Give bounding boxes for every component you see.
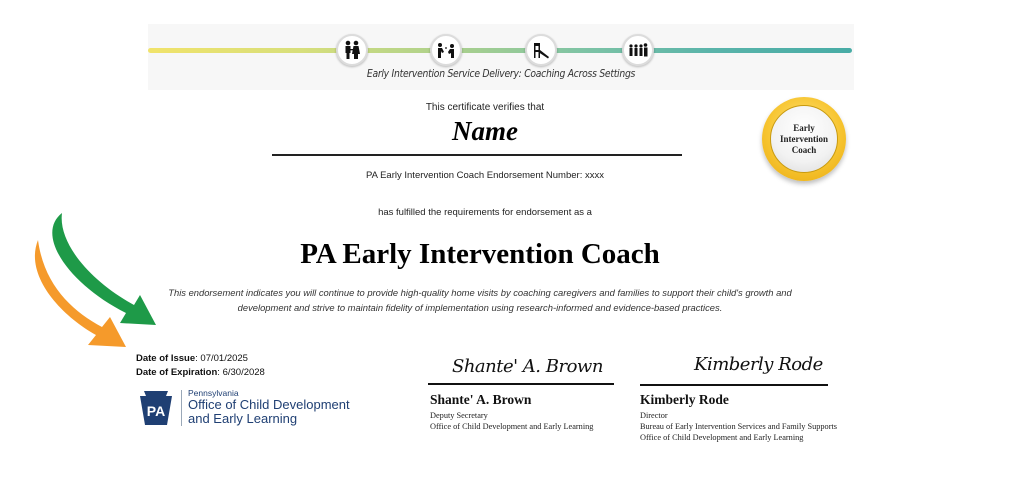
date-of-issue: Date of Issue: 07/01/2025 — [136, 353, 248, 364]
logo-state: Pennsylvania — [188, 388, 239, 398]
logo-office-line-1: Office of Child Development — [188, 397, 350, 412]
signatory-org-2a: Bureau of Early Intervention Services and Family Supports — [640, 422, 838, 431]
signatory-title-2: Director — [640, 411, 668, 420]
seal-line-3: Coach — [791, 144, 817, 155]
signatory-title-1: Deputy Secretary — [430, 411, 488, 420]
signatory-name-2: Kimberly Rode — [640, 392, 729, 407]
header-band — [148, 24, 854, 90]
gold-seal — [762, 97, 846, 181]
family-icon — [336, 34, 368, 66]
recipient-name: Name — [452, 116, 518, 146]
verifies-text: This certificate verifies that — [425, 102, 545, 113]
signatory-details-1 — [430, 410, 593, 432]
date-of-expiration: Date of Expiration: 6/30/2028 — [136, 367, 265, 378]
pointer-arrows-icon — [0, 195, 180, 370]
logo-office — [188, 398, 350, 426]
signature-2: Kimberly Rode — [694, 354, 823, 375]
signature-line-2 — [640, 384, 828, 386]
signatory-details-2 — [640, 410, 837, 443]
signatory-name-1: Shante' A. Brown — [430, 392, 532, 407]
signatory-org-1: Office of Child Development and Early Learning — [430, 422, 594, 431]
certificate-title: PA Early Intervention Coach — [300, 238, 660, 270]
timeline-line — [148, 48, 852, 53]
seal-line-2: Intervention — [780, 133, 828, 144]
logo-divider — [181, 390, 182, 426]
signature-1: Shante' A. Brown — [452, 356, 603, 377]
playground-icon — [525, 34, 557, 66]
endorsement-number: PA Early Intervention Coach Endorsement Number: xxxx — [366, 170, 604, 181]
signatory-org-2b: Office of Child Development and Early Learning — [640, 433, 804, 442]
svg-text:PA: PA — [146, 403, 166, 419]
group-of-children-icon — [622, 34, 654, 66]
signature-line-1 — [428, 383, 614, 385]
pa-keystone-logo-icon — [138, 390, 174, 426]
dates-block — [136, 352, 265, 380]
name-underline — [272, 154, 682, 156]
seal-line-1: Early — [793, 122, 815, 133]
adult-child-interaction-icon — [430, 34, 462, 66]
logo-office-line-2: and Early Learning — [188, 411, 298, 426]
fulfilled-text: has fulfilled the requirements for endorsement as a — [378, 207, 592, 218]
header-caption: Early Intervention Service Delivery: Coaching Across Settings — [366, 68, 636, 80]
seal-label — [770, 105, 838, 173]
certificate-description: This endorsement indicates you will continue to provide high-quality home visits by coaching caregivers and families to support their child's growth and development and strive to maintain fidelity of implementation using research-informed and evidence-based practices. — [168, 287, 792, 313]
